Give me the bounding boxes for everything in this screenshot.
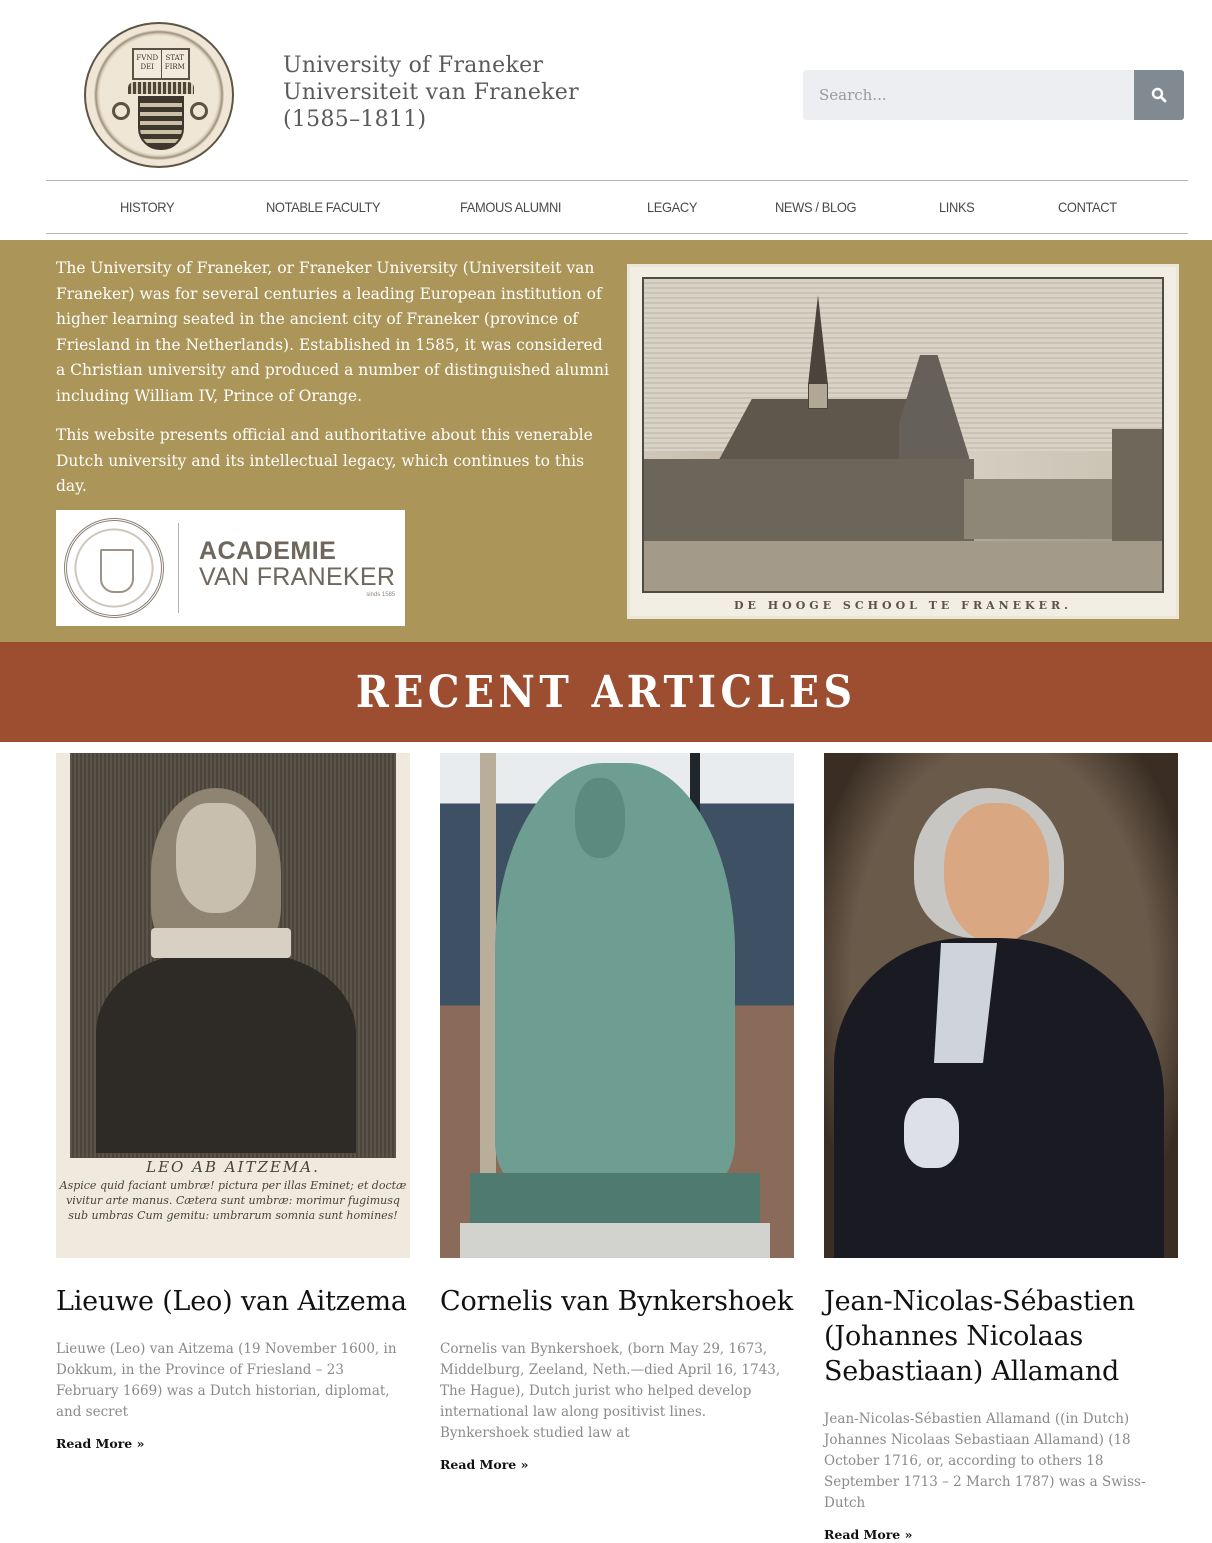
seal-book-icon [132, 48, 190, 80]
main-nav [46, 180, 1188, 234]
read-more-link[interactable]: Read More » [56, 1436, 145, 1451]
inscription-name: LEO AB AITZEMA. [146, 1158, 320, 1176]
nav-links[interactable]: LINKS [939, 199, 975, 215]
seal-book-left-text: FVND DEI [134, 50, 162, 78]
nav-legacy[interactable]: LEGACY [647, 199, 698, 215]
nav-history[interactable]: HISTORY [120, 199, 175, 215]
engraving-image [642, 277, 1164, 593]
article-title[interactable]: Lieuwe (Leo) van Aitzema [56, 1286, 407, 1317]
search-button[interactable] [1134, 70, 1184, 120]
article-excerpt: Cornelis van Bynkershoek, (born May 29, 1673, Middelburg, Zeeland, Neth.—died April 16, 1743, The Hague), Dutch jurist who helped develop international law along positivist lines. Bynkershoek studied law at [440, 1341, 781, 1441]
academie-line2: VAN FRANEKER [199, 563, 396, 591]
nav-contact[interactable]: CONTACT [1058, 199, 1117, 215]
seal-ring-icon [190, 102, 208, 120]
academie-since: sinds 1585 [366, 592, 396, 598]
article-excerpt: Jean-Nicolas-Sébastien Allamand ((in Dutch) Johannes Nicolaas Sebastiaan Allamand) (18 October 1716, or, according to others 18 September 1713 – 2 March 1787) was a Swiss-Dutch [824, 1411, 1146, 1511]
engraving-caption: DE HOOGE SCHOOL TE FRANEKER. [734, 599, 1072, 612]
university-seal-logo[interactable] [84, 22, 234, 168]
intro-paragraph: The University of Franeker, or Franeker University (Universiteit van Franeker) was for several centuries a leading European institution of higher learning seated in the ancient city of Franeker (province of Friesland in the Netherlands). Established in 1585, it was considered a Christian university and produced a number of distinguished alumni including William IV, Prince of Orange. [56, 259, 609, 405]
article-title[interactable]: Jean-Nicolas-Sébastien (Johannes Nicolaas Sebastiaan) Allamand [824, 1286, 1135, 1387]
intro-section [0, 240, 1212, 642]
academie-wordmark [199, 538, 395, 598]
academie-van-franeker-logo[interactable] [56, 510, 405, 626]
logo-divider [178, 523, 179, 613]
search-form [803, 70, 1184, 120]
site-title-line-nl: Universiteit van Franeker [283, 80, 579, 105]
article-card [440, 753, 794, 1473]
nav-news-blog[interactable]: NEWS / BLOG [775, 199, 857, 215]
nav-notable-faculty[interactable]: NOTABLE FACULTY [266, 199, 381, 215]
academie-seal-icon [64, 518, 164, 618]
seal-shield-icon [138, 96, 184, 150]
seal-book-right-text: STAT FIRM [164, 54, 185, 71]
recent-articles-heading: RECENT ARTICLES [355, 666, 857, 718]
site-title[interactable] [283, 52, 579, 133]
nav-famous-alumni[interactable]: FAMOUS ALUMNI [460, 199, 562, 215]
intro-paragraph: This website presents official and authoritative about this venerable Dutch university and its intellectual legacy, which continues to this day. [56, 426, 593, 495]
article-excerpt: Lieuwe (Leo) van Aitzema (19 November 1600, in Dokkum, in the Province of Friesland – 23 February 1669) was a Dutch historian, diplomat, and secret [56, 1341, 397, 1420]
articles-grid [0, 742, 1212, 1542]
article-card [824, 753, 1178, 1543]
search-input[interactable] [803, 70, 1134, 120]
seal-crown-icon [128, 82, 194, 94]
search-icon [1151, 87, 1167, 103]
seal-ring-icon [112, 102, 130, 120]
article-thumbnail[interactable] [440, 753, 794, 1258]
article-thumbnail[interactable] [824, 753, 1178, 1258]
read-more-link[interactable]: Read More » [440, 1457, 529, 1472]
site-title-dates: (1585–1811) [283, 107, 427, 132]
inscription-verse: Aspice quid faciant umbræ! pictura per illas Eminet; et doctæ vivitur arte manus. Cætera sunt umbræ: morimur fugimusq sub umbras Cum gemitu: umbrarum somnia sunt homines! [59, 1179, 407, 1222]
recent-articles-banner [0, 642, 1212, 742]
intro-text [56, 256, 616, 514]
article-card [56, 753, 410, 1452]
hooge-school-engraving [627, 264, 1179, 619]
article-thumbnail[interactable] [56, 753, 410, 1258]
academie-line1: ACADEMIE [199, 537, 337, 565]
read-more-link[interactable]: Read More » [824, 1527, 913, 1542]
site-header [0, 0, 1212, 180]
portrait-inscription [56, 1158, 410, 1223]
site-title-line-en: University of Franeker [283, 53, 544, 78]
article-title[interactable]: Cornelis van Bynkershoek [440, 1286, 793, 1317]
